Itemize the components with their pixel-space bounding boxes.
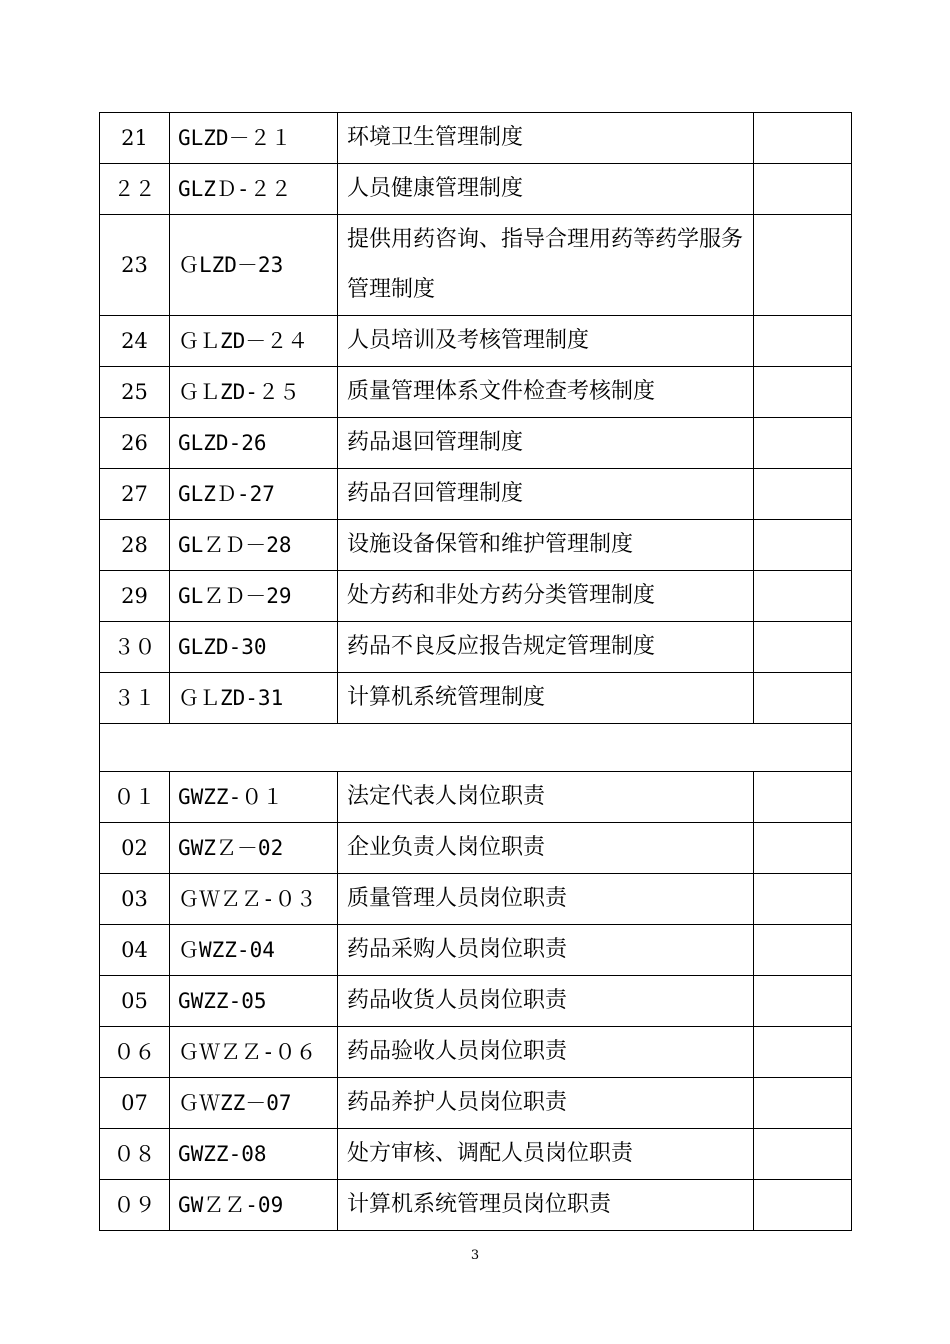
row-number: ０１: [100, 772, 170, 823]
row-number: 27: [100, 469, 170, 520]
document-title: 药品验收人员岗位职责: [338, 1027, 754, 1078]
document-code: GWZZ-08: [170, 1129, 338, 1180]
row-number: 23: [100, 215, 170, 316]
document-code: GWZＺ－02: [170, 823, 338, 874]
document-code: GWZZ-05: [170, 976, 338, 1027]
document-title: 法定代表人岗位职责: [338, 772, 754, 823]
empty-cell: [754, 316, 852, 367]
row-number: ０６: [100, 1027, 170, 1078]
document-code: GLZＤ-２２: [170, 164, 338, 215]
empty-cell: [754, 1027, 852, 1078]
document-title: 计算机系统管理员岗位职责: [338, 1180, 754, 1231]
document-title: 环境卫生管理制度: [338, 113, 754, 164]
table-row: [100, 925, 852, 976]
section-separator-row: [100, 724, 852, 772]
document-code: ＧＬZD-31: [170, 673, 338, 724]
document-title: 处方药和非处方药分类管理制度: [338, 571, 754, 622]
document-title: 质量管理体系文件检查考核制度: [338, 367, 754, 418]
table-row: [100, 316, 852, 367]
document-title: 药品退回管理制度: [338, 418, 754, 469]
table-row: [100, 976, 852, 1027]
document-code: GWZZ-０１: [170, 772, 338, 823]
row-number: 29: [100, 571, 170, 622]
row-number: ０８: [100, 1129, 170, 1180]
table-row: [100, 1027, 852, 1078]
table-row: [100, 772, 852, 823]
row-number: 24: [100, 316, 170, 367]
empty-cell: [754, 976, 852, 1027]
document-index-table: [99, 112, 852, 1231]
row-number: ３０: [100, 622, 170, 673]
document-title: 提供用药咨询、指导合理用药等药学服务管理制度: [338, 215, 754, 316]
document-code: ＧＷＺＺ-０３: [170, 874, 338, 925]
empty-cell: [754, 164, 852, 215]
table-row: [100, 1129, 852, 1180]
row-number: 28: [100, 520, 170, 571]
row-number: 02: [100, 823, 170, 874]
table-row: [100, 164, 852, 215]
table-row: [100, 520, 852, 571]
table-row: [100, 469, 852, 520]
empty-cell: [754, 874, 852, 925]
document-code: GLZＤ-27: [170, 469, 338, 520]
row-number: 04: [100, 925, 170, 976]
document-code: ＧWZZ-04: [170, 925, 338, 976]
table-row: [100, 367, 852, 418]
table-row: [100, 571, 852, 622]
document-title: 设施设备保管和维护管理制度: [338, 520, 754, 571]
empty-cell: [754, 367, 852, 418]
document-code: ＧＬZD－２４: [170, 316, 338, 367]
document-code: GLZD-30: [170, 622, 338, 673]
row-number: 03: [100, 874, 170, 925]
table-row: [100, 1078, 852, 1129]
document-title: 计算机系统管理制度: [338, 673, 754, 724]
row-number: 21: [100, 113, 170, 164]
document-code: GLＺＤ－28: [170, 520, 338, 571]
table-row: [100, 1180, 852, 1231]
table-row: [100, 622, 852, 673]
document-title: 人员培训及考核管理制度: [338, 316, 754, 367]
row-number: 26: [100, 418, 170, 469]
document-code: GLＺＤ－29: [170, 571, 338, 622]
document-title: 质量管理人员岗位职责: [338, 874, 754, 925]
document-code: ＧＷＺＺ-０６: [170, 1027, 338, 1078]
document-title: 药品采购人员岗位职责: [338, 925, 754, 976]
empty-cell: [754, 622, 852, 673]
document-code: GLZD－２１: [170, 113, 338, 164]
row-number: ３１: [100, 673, 170, 724]
row-number: 07: [100, 1078, 170, 1129]
empty-cell: [754, 673, 852, 724]
table-row: [100, 113, 852, 164]
empty-cell: [754, 1129, 852, 1180]
empty-cell: [754, 925, 852, 976]
row-number: ２２: [100, 164, 170, 215]
document-title: 企业负责人岗位职责: [338, 823, 754, 874]
empty-cell: [754, 215, 852, 316]
document-code: ＧＷZZ－07: [170, 1078, 338, 1129]
empty-cell: [754, 1078, 852, 1129]
empty-cell: [754, 520, 852, 571]
row-number: 05: [100, 976, 170, 1027]
page-number: 3: [470, 1248, 480, 1263]
document-code: ＧLZD－23: [170, 215, 338, 316]
empty-cell: [754, 1180, 852, 1231]
row-number: ０９: [100, 1180, 170, 1231]
table-row: [100, 874, 852, 925]
table-row: [100, 673, 852, 724]
document-title: 药品养护人员岗位职责: [338, 1078, 754, 1129]
table-row: [100, 215, 852, 316]
document-title: 人员健康管理制度: [338, 164, 754, 215]
document-title: 药品召回管理制度: [338, 469, 754, 520]
document-title: 药品不良反应报告规定管理制度: [338, 622, 754, 673]
document-title: 处方审核、调配人员岗位职责: [338, 1129, 754, 1180]
document-code: GLZD-26: [170, 418, 338, 469]
empty-cell: [754, 571, 852, 622]
document-title: 药品收货人员岗位职责: [338, 976, 754, 1027]
empty-cell: [754, 469, 852, 520]
table-row: [100, 823, 852, 874]
table-row: [100, 418, 852, 469]
document-code: GWＺＺ-09: [170, 1180, 338, 1231]
empty-cell: [100, 724, 852, 772]
empty-cell: [754, 418, 852, 469]
empty-cell: [754, 772, 852, 823]
row-number: 25: [100, 367, 170, 418]
document-code: ＧＬZD-２５: [170, 367, 338, 418]
empty-cell: [754, 823, 852, 874]
empty-cell: [754, 113, 852, 164]
